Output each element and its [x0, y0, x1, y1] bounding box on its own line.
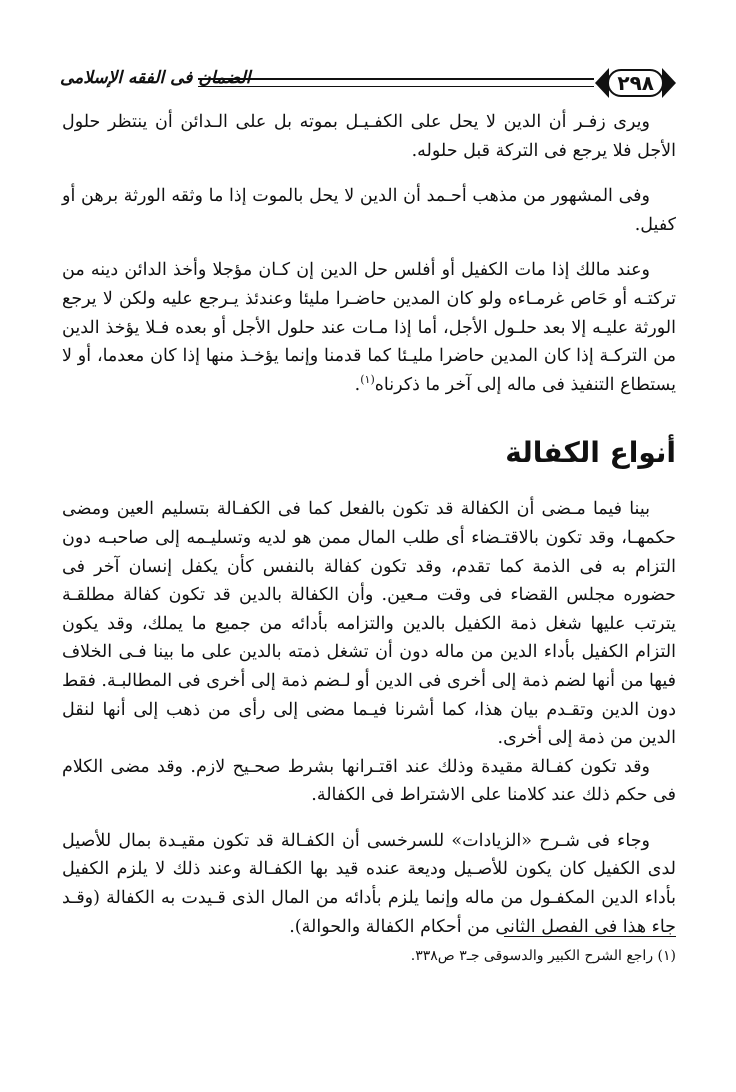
footnote-1: (١) راجع الشرح الكبير والدسوقى جـ٣ ص٣٣٨.: [410, 948, 676, 964]
paragraph-restricted: وقد تكون كفـالة مقيدة وذلك عند اقتـرانها بشرط صحـيح لازم. وقد مضى الكلام فى حكم ذلك عند كلامنا على الاشتراط فى الكفالة.: [62, 756, 676, 806]
paragraph-malik-text: وعند مالك إذا مات الكفيل أو أفلس حل الدين إن كـان مؤجلا وأخذ الدائن دينه من تركتـه أو حَاص غرمـاءه ولو كان المدين حاضـرا مليئا وعندئذ يـرجع عليه ولكن لا يرجع الورثة عليـه إلا بعد حلـول الأجل، أما إذا مـات عند حلول الأجل أو بعده فـلا يؤخذ الدين من التركـة إذا كان المدين حاضرا مليـئا كما قدمنا وإنما يؤخـذ منها إذا كان معدما، أو لا يستطاع التنفيذ فى ماله إلى آخر ما ذكرناه: [62, 260, 676, 395]
paragraph-sarakhsi: وجاء فى شـرح «الزيادات» للسرخسى أن الكفـالة قد تكون مقيـدة بمال للأصيل لدى الكفيل كان يكون للأصـيل وديعة عنده قيد بها الكفـالة وعند ذلك لا يلزم الكفيل بأداء الدين المكفـول من ماله وإنما يلزم بأدائه من المال الذى قـيدت به الكفالة (وقـد جاء هذا فى الفصل الثانى من أحكام الكفالة والحوالة).: [62, 830, 676, 937]
book-title: الضمان فى الفقه الإسلامى: [60, 68, 251, 88]
page-number-badge: [595, 68, 676, 98]
body-text: [62, 108, 676, 958]
footnote-rule: [504, 936, 676, 937]
paragraph-malik-end: .: [354, 374, 361, 395]
section-heading: أنواع الكفالة: [505, 436, 676, 470]
running-header: [60, 66, 676, 102]
paragraph-ahmad: وفى المشهور من مذهب أحـمد أن الدين لا يحل بالموت إذا ما وثقه الورثة برهن أو كفيل.: [62, 186, 676, 235]
footnote-reference: (١): [360, 372, 375, 386]
arrow-right-ornament: [662, 68, 676, 98]
paragraph-malik: [62, 256, 676, 399]
paragraph-types: بينا فيما مـضى أن الكفالة قد تكون بالفعل كما فى الكفـالة بتسليم العين ومضى حكمهـا، وقد تكون بالاقتـضاء أى طلب المال ممن هو لديه وتسليـمه إلى صاحبـه دون التزام به فى الذمة كما تقدم، وقد تكون كفالة بالنفس كأن يكفل إنسان آخر فى حضوره مجلس القضاء فى وقت مـعين. وأن الكفالة بالدين قد تكون كفالة مطلقـة يترتب عليها شغل ذمة الكفيل بالدين والتزامه بأدائه من جميع ما يملك، وقد يكون التزام الكفيل بأداء الدين من ماله دون أن تشغل ذمته بالدين على ما بينا فـى الخلاف فيها من أنها لضم ذمة إلى أخرى فى الدين أو لـضم ذمة إلى أخرى فى المطالبـة. فقط دون الدين وتقـدم بيان هذا، كما أشرنا فيـما مضى إلى رأى من ذهب إلى أنها لنقل الدين من ذمة إلى أخرى.: [62, 499, 676, 749]
paragraph-zufar: ويرى زفـر أن الدين لا يحل على الكفـيـل بموته بل على الـدائن أن ينتظر حلول الأجل فلا يرجع فى التركة قبل حلوله.: [62, 112, 676, 161]
header-rule: [198, 78, 594, 87]
page-number: ٢٩٨: [607, 69, 664, 97]
